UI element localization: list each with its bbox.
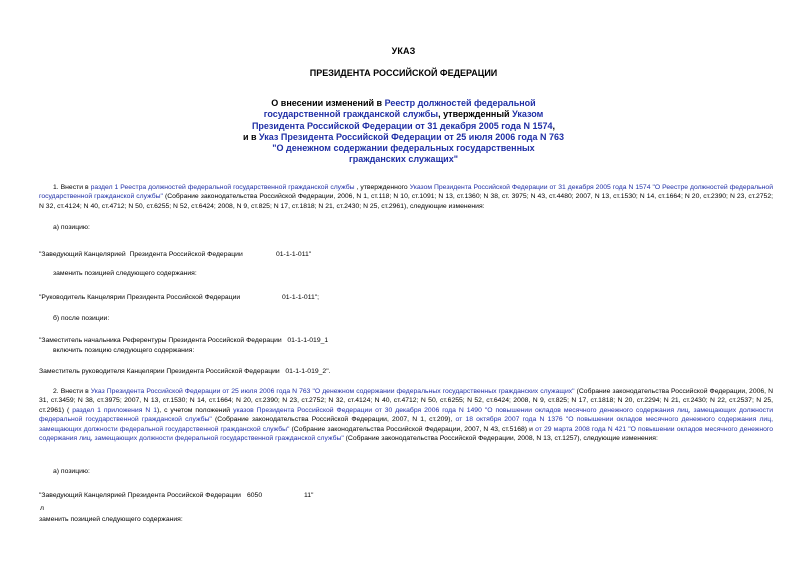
position-number: 11" bbox=[304, 492, 314, 499]
replace-text: заменить позицией следующего содержания: bbox=[39, 516, 183, 523]
text: (Собрание законодательства Российской Федерации, 2008, N 13, ст.1257), следующие изменения: bbox=[343, 435, 658, 443]
text: 1. Внести в bbox=[53, 184, 91, 191]
registry-link[interactable]: Реестр должностей федеральной bbox=[384, 98, 536, 108]
heading-text: О внесении изменений в bbox=[271, 98, 385, 108]
position-code: 01-1-1-011" bbox=[276, 251, 312, 258]
decree-1376-link[interactable]: от 18 октября 2007 года N 1376 "О повышении окладов месячного денежного содержания лиц, замещающих должности федеральной государственной гражданской службы" bbox=[39, 416, 773, 433]
text: (Собрание законодательства Российской Федерации, 2006, N 31, ст.3459; N 38, ст.3975; 2007, N 13, ст.1530; N 14, ст.1664; N 20, ст.2390; N 23, ст.2752; N 32, ст.4124; N 40, ст.4712; N 50, ст.6255; N 52, ст.6424; 2008, N 9, ст.825; N 17, ст.1818; N 20, ст.2294; N 21, ст.2430; N 22, ст.2537; N 25, ст.2961) ( bbox=[39, 388, 773, 414]
item-a-position: а) позицию: bbox=[53, 468, 90, 475]
text: ), с учетом положений bbox=[156, 406, 234, 414]
decree-1490-link[interactable]: указов Президента Российской Федерации от 30 декабря 2006 года N 1490 "О повышении окладов месячного денежного содержания лиц, замещающих должности федеральной государственной гражданской службы" bbox=[39, 406, 773, 424]
position-line: "Заместитель начальника Референтуры Президента Российской Федерации 01-1-1-019_1 bbox=[39, 337, 329, 344]
position-name: "Заведующий Канцелярией Президента Российской Федерации bbox=[39, 492, 241, 499]
position-name: "Заведующий Канцелярией Президента Российской Федерации bbox=[39, 251, 243, 258]
position-number: 6050 bbox=[247, 492, 263, 499]
decree-763-link-cont[interactable]: гражданских служащих" bbox=[349, 154, 458, 165]
decree-link-cont[interactable]: Президента Российской Федерации от 31 декабря 2005 года N 1574 bbox=[251, 120, 553, 131]
heading-text: , утвержденный bbox=[438, 109, 513, 120]
decree-421-link[interactable]: от 29 марта 2008 года N 421 "О повышении окладов месячного денежного содержания лиц, замещающих должности федеральной государственной гражданской службы" bbox=[39, 425, 773, 443]
decree-1574-link[interactable]: Указом Президента Российской Федерации от 31 декабря 2005 года N 1574 "О Реестре должностей федеральной государственной гражданской службы" bbox=[39, 184, 773, 201]
decree-title: УКАЗ bbox=[391, 46, 416, 56]
decree-link[interactable]: Указом bbox=[512, 109, 544, 120]
item-b-after: б) после позиции: bbox=[53, 315, 110, 322]
heading-text: , bbox=[552, 120, 556, 131]
paragraph-1 bbox=[39, 183, 773, 211]
position-code: 01-1-1-011"; bbox=[282, 294, 320, 301]
stray-letter: л bbox=[40, 505, 44, 512]
text: (Собрание законодательства Российской Федерации, 2007, N 43, ст.5168) и bbox=[289, 425, 536, 433]
text: 2. Внести в bbox=[53, 388, 91, 395]
decree-763-link[interactable]: Указ Президента Российской Федерации от 25 июля 2006 года N 763 bbox=[259, 131, 565, 142]
position-name: "Руководитель Канцелярии Президента Российской Федерации bbox=[39, 294, 241, 301]
paragraph-2 bbox=[39, 387, 773, 443]
include-text: включить позицию следующего содержания: bbox=[53, 347, 195, 354]
heading-text: и в bbox=[242, 131, 260, 142]
decree-763-ref-link[interactable]: Указ Президента Российской Федерации от 25 июля 2006 года N 763 "О денежном содержании федеральных государственных гражданских служащих" bbox=[90, 388, 575, 395]
replace-text: заменить позицией следующего содержания: bbox=[53, 270, 197, 277]
decree-763-link-cont[interactable]: "О денежном содержании федеральных государственных bbox=[272, 143, 535, 154]
text: (Собрание законодательства Российской Федерации, 2007, N 1, ст.209), bbox=[211, 416, 456, 424]
section-1-link[interactable]: раздел 1 Реестра должностей федеральной государственной гражданской службы bbox=[90, 184, 355, 191]
text: , утвержденного bbox=[354, 184, 410, 191]
registry-link-cont[interactable]: государственной гражданской службы bbox=[263, 109, 439, 120]
text: (Собрание законодательства Российской Федерации, 2006, N 1, ст.118; N 10, ст.1091; N 13, ст.1360; N 38, ст. 3975; N 43, ст.4480; 2007, N 13, ст.1530; N 14, ст.1664; N 20, ст.2390; N 23, ст.2752; N 32, ст.4124; N 40, ст.4712; N 50, ст.6255; N 52, ст.6424; 2008, N 9, ст.825; N 17, ст.1818; N 21, ст.2430; N 25, ст.2961), следующие изменения: bbox=[39, 193, 773, 210]
item-a-position: а) позицию: bbox=[53, 224, 90, 231]
decree-subtitle: ПРЕЗИДЕНТА РОССИЙСКОЙ ФЕДЕРАЦИИ bbox=[309, 68, 498, 78]
appendix-link[interactable]: раздел 1 приложения N 1 bbox=[72, 406, 157, 414]
position-line: Заместитель руководителя Канцелярии Президента Российской Федерации 01-1-1-019_2". bbox=[39, 368, 331, 375]
decree-heading bbox=[0, 98, 807, 166]
